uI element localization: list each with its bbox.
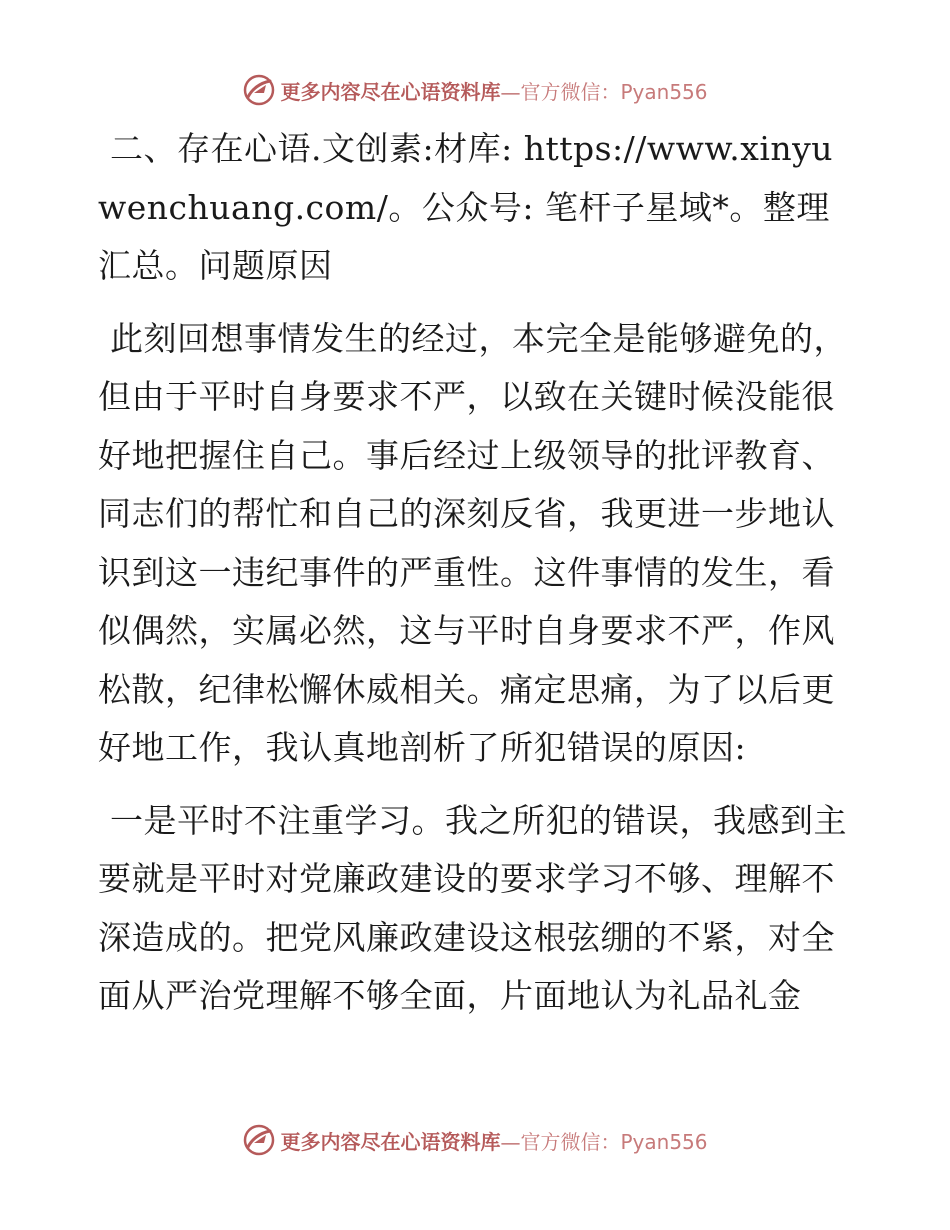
- paragraph-body-2: 一是平时不注重学习。我之所犯的错误，我感到主要就是平时对党廉政建设的要求学习不够、理解不深造成的。把党风廉政建设这根弦绷的不紧，对全面从严治党理解不够全面，片面地认为礼品礼金: [98, 800, 847, 1015]
- header-banner-text: [280, 76, 707, 105]
- header-brand-text: 更多内容尽在心语资料库: [280, 79, 501, 104]
- footer-wechat-label: 官方微信：: [520, 1129, 621, 1154]
- brand-logo-icon: [242, 73, 276, 107]
- footer-banner: [0, 1120, 950, 1160]
- header-wechat-label: 官方微信：: [520, 79, 621, 104]
- header-separator: —: [500, 79, 521, 104]
- header-banner: [0, 70, 950, 110]
- paragraph-heading: 二、存在心语.文创素:材库: https://www.xinyuwenchuang.com/。公众号: 笔杆子星域*。整理汇总。问题原因: [98, 129, 834, 285]
- header-account: Pyan556: [620, 79, 708, 104]
- paragraph-body-1: 此刻回想事情发生的经过，本完全是能够避免的，但由于平时自身要求不严，以致在关键时候没能很好地把握住自己。事后经过上级领导的批评教育、同志们的帮忙和自己的深刻反省，我更进一步地认识到这一违纪事件的严重性。这件事情的发生，看似偶然，实属必然，这与平时自身要求不严，作风松散，纪律松懈休威相关。痛定思痛，为了以后更好地工作，我认真地剖析了所犯错误的原因:: [98, 318, 847, 767]
- document-body: [98, 120, 858, 1040]
- footer-brand-text: 更多内容尽在心语资料库: [280, 1129, 501, 1154]
- footer-separator: —: [500, 1129, 521, 1154]
- footer-account: Pyan556: [620, 1129, 708, 1154]
- footer-banner-text: [280, 1126, 707, 1155]
- brand-logo-icon: [242, 1123, 276, 1157]
